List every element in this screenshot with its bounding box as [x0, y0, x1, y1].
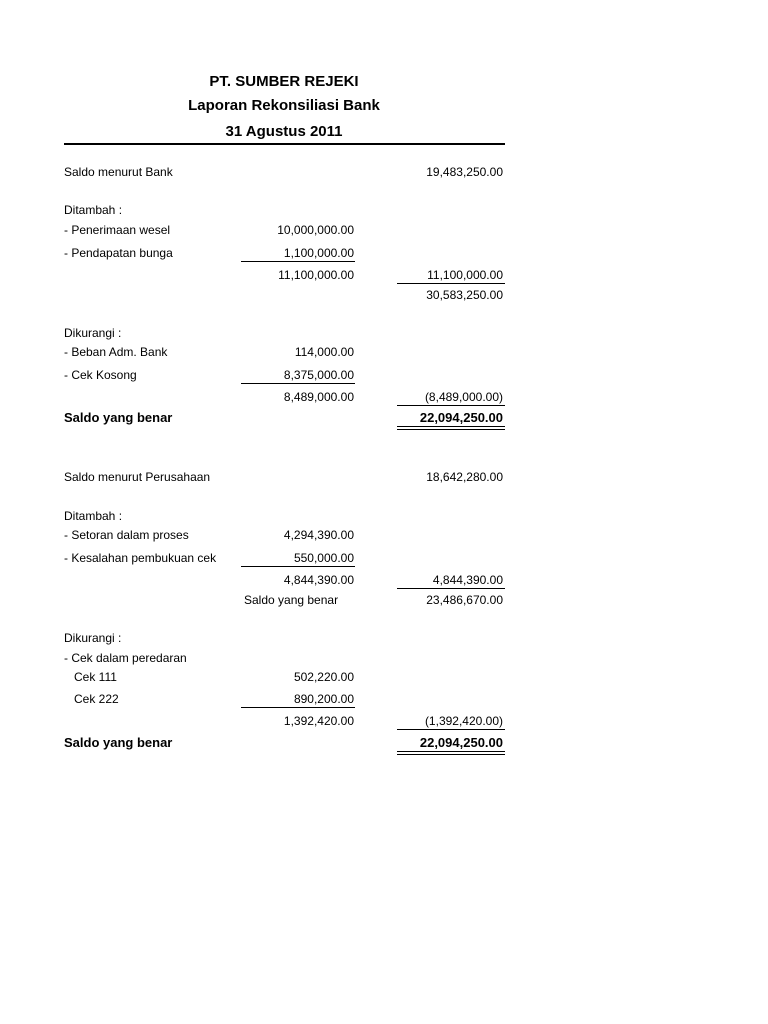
- bank-sub-total: (8,489,000.00): [424, 390, 503, 404]
- company-add-item-value: 4,294,390.00: [283, 528, 354, 542]
- report-title: Laporan Rekonsiliasi Bank: [188, 97, 380, 114]
- bank-sub-item-label: - Beban Adm. Bank: [64, 345, 168, 359]
- company-final-value: 22,094,250.00: [419, 735, 503, 750]
- company-sub-item-value: 502,220.00: [293, 670, 354, 684]
- company-dikurangi-label: Dikurangi :: [64, 631, 122, 645]
- company-add-subtotal: 4,844,390.00: [283, 573, 354, 587]
- company-add-item-value: 550,000.00: [293, 551, 354, 565]
- bank-saldo-value: 19,483,250.00: [426, 165, 503, 179]
- header-rule: [64, 143, 505, 145]
- bank-sub-item-label: - Cek Kosong: [64, 368, 137, 382]
- double-underline: [397, 426, 505, 430]
- report-date: 31 Agustus 2011: [225, 123, 343, 140]
- company-sub-item-label: Cek 222: [74, 692, 119, 706]
- bank-sub-item-value: 8,375,000.00: [283, 368, 354, 382]
- underline: [241, 707, 355, 708]
- underline: [397, 283, 505, 284]
- bank-add-total: 11,100,000.00: [427, 268, 503, 282]
- double-underline: [397, 751, 505, 755]
- underline: [241, 383, 355, 384]
- bank-add-item-value: 10,000,000.00: [277, 223, 354, 237]
- company-add-total: 4,844,390.00: [432, 573, 503, 587]
- company-final-label: Saldo yang benar: [64, 735, 173, 750]
- company-sub-total: (1,392,420.00): [424, 714, 503, 728]
- bank-saldo-label: Saldo menurut Bank: [64, 165, 173, 179]
- bank-final-label: Saldo yang benar: [64, 410, 173, 425]
- bank-sub-item-value: 114,000.00: [294, 345, 354, 359]
- bank-add-item-label: - Pendapatan bunga: [64, 246, 173, 260]
- company-saldo-label: Saldo menurut Perusahaan: [64, 470, 211, 484]
- company-saldo-value: 18,642,280.00: [426, 470, 503, 484]
- underline: [241, 566, 355, 567]
- underline: [397, 729, 505, 730]
- bank-add-subtotal: 11,100,000.00: [278, 268, 354, 282]
- company-mid-label: Saldo yang benar: [244, 593, 339, 607]
- company-sub-item-label: Cek 111: [74, 670, 117, 684]
- bank-ditambah-label: Ditambah :: [64, 203, 123, 217]
- bank-add-item-value: 1,100,000.00: [283, 246, 354, 260]
- bank-add-item-label: - Penerimaan wesel: [64, 223, 171, 237]
- company-ditambah-label: Ditambah :: [64, 509, 123, 523]
- bank-dikurangi-label: Dikurangi :: [64, 326, 122, 340]
- company-sub-item-value: 890,200.00: [293, 692, 354, 706]
- underline: [397, 588, 505, 589]
- company-add-item-label: - Kesalahan pembukuan cek: [64, 551, 217, 565]
- company-add-item-label: - Setoran dalam proses: [64, 528, 189, 542]
- company-mid-value: 23,486,670.00: [426, 593, 503, 607]
- company-sub-subtotal: 1,392,420.00: [283, 714, 354, 728]
- outstanding-checks-label: - Cek dalam peredaran: [64, 651, 187, 665]
- underline: [397, 405, 505, 406]
- bank-sub-subtotal: 8,489,000.00: [283, 390, 354, 404]
- bank-after-add-value: 30,583,250.00: [426, 288, 503, 302]
- underline: [241, 261, 355, 262]
- bank-final-value: 22,094,250.00: [419, 410, 503, 425]
- company-name: PT. SUMBER REJEKI: [209, 73, 359, 90]
